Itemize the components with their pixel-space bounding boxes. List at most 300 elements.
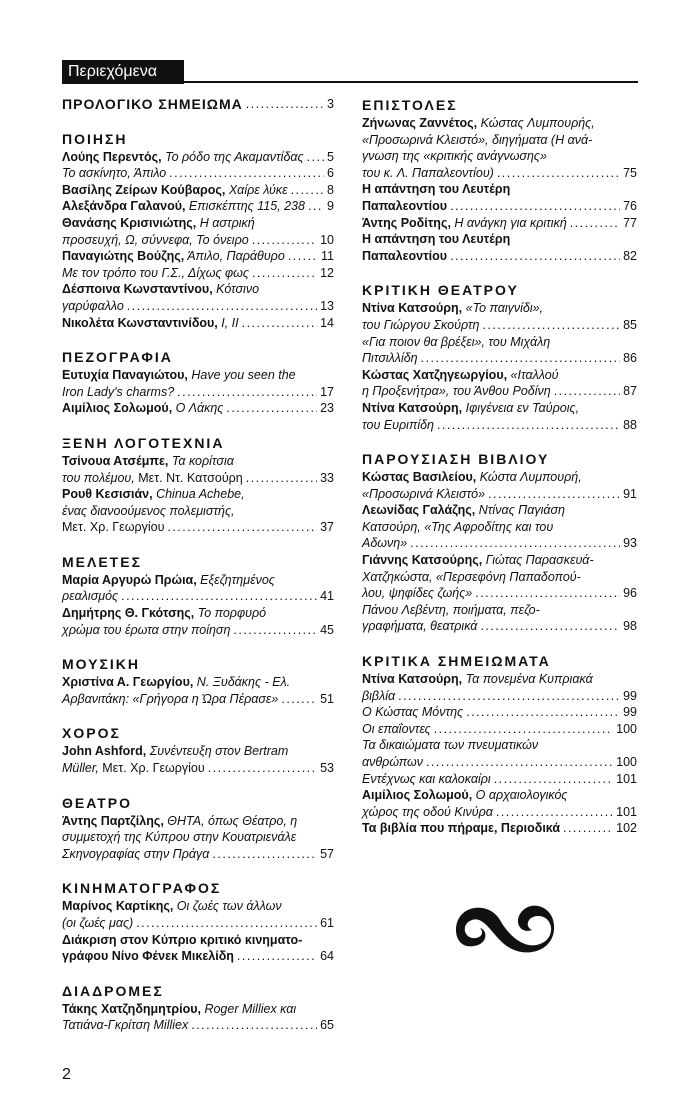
- toc-entry-line[interactable]: [62, 622, 334, 639]
- toc-entry-line[interactable]: [362, 721, 637, 738]
- toc-page-number: 5: [327, 149, 334, 164]
- author-name: Γιάννης Κατσούρης,: [362, 553, 483, 568]
- toc-entry-line[interactable]: [362, 502, 637, 519]
- toc-entry-line[interactable]: [62, 829, 334, 846]
- toc-page-number: 64: [320, 949, 334, 964]
- toc-entry-line[interactable]: [62, 384, 334, 401]
- author-name: Νικολέτα Κωνσταντινίδου,: [62, 315, 218, 330]
- work-title: λου, ψηφίδες ζωής»: [362, 586, 473, 601]
- toc-entry-text: [362, 618, 477, 635]
- toc-entry-text: [362, 400, 579, 417]
- contents-header: [62, 60, 638, 84]
- toc-entry-line[interactable]: [62, 674, 334, 691]
- toc-section: [62, 348, 334, 417]
- section-title: ΠΟΙΗΣΗ: [62, 130, 128, 147]
- author-name: Κώστας Βασιλείου,: [362, 470, 477, 485]
- toc-entry-line[interactable]: [362, 469, 637, 486]
- toc-section: [62, 553, 334, 638]
- work-title: Τατιάνα-Γκρίτση Milliex: [62, 1018, 189, 1033]
- toc-entry-line[interactable]: [362, 231, 637, 248]
- toc-entry-text: [362, 519, 553, 536]
- author-name: Μαρίνος Καρτίκης,: [62, 899, 174, 914]
- dot-leader: [450, 248, 620, 265]
- toc-entry-text: [362, 115, 595, 132]
- toc-page-number: 88: [623, 417, 637, 432]
- toc-section: [362, 450, 637, 635]
- dot-leader: [398, 688, 620, 705]
- toc-entry-line[interactable]: [362, 771, 637, 788]
- work-title: Τα πονεμένα Κυπριακά: [462, 672, 593, 687]
- toc-entry-line[interactable]: [62, 846, 334, 863]
- toc-entry-line[interactable]: [62, 298, 334, 315]
- work-title: γαρύφαλλο: [62, 298, 124, 313]
- toc-section: [62, 724, 334, 776]
- toc-entry-line[interactable]: [362, 132, 637, 149]
- section-title: ΚΙΝΗΜΑΤΟΓΡΑΦΟΣ: [62, 880, 222, 897]
- toc-entry-text: [362, 132, 592, 149]
- dot-leader: [434, 721, 613, 738]
- work-title: Αρβανιτάκη: «Γρήγορα η Ώρα Πέρασε»: [62, 691, 279, 706]
- toc-entry-line[interactable]: [362, 417, 637, 434]
- toc-entry-line[interactable]: [362, 383, 637, 400]
- toc-page-number: 33: [320, 470, 334, 485]
- toc-page-number: 45: [320, 622, 334, 637]
- dot-leader: [466, 704, 620, 721]
- prologue-section: [62, 96, 334, 113]
- toc-page-number: 61: [320, 916, 334, 930]
- toc-entry-line[interactable]: [62, 1017, 334, 1034]
- toc-page-number: 12: [320, 265, 334, 280]
- work-title: Χαίρε λύκε: [225, 182, 288, 197]
- dot-leader: [291, 182, 324, 199]
- translator-note: Μετ. Χρ. Γεωργίου: [98, 761, 205, 776]
- toc-entry-line[interactable]: [362, 198, 637, 215]
- author-name: Λεωνίδας Γαλάζης,: [362, 503, 476, 518]
- toc-page-number: 3: [327, 97, 334, 111]
- dot-leader: [226, 400, 317, 417]
- toc-entry-line[interactable]: [62, 470, 334, 487]
- toc-section: [362, 281, 637, 433]
- toc-entry-text: [362, 585, 472, 602]
- toc-entry-text: [62, 829, 296, 846]
- work-title: ανθρώπων: [362, 755, 423, 769]
- author-name: Ντίνα Κατσούρη,: [362, 400, 463, 415]
- toc-entry-line[interactable]: [62, 215, 334, 232]
- author-name: Θανάσης Κρισινιώτης,: [62, 215, 197, 230]
- author-name: Παναγιώτης Βούζης,: [62, 249, 185, 264]
- work-title: Τα δικαιώματα των πνευματικών: [362, 738, 539, 753]
- work-title: Müller,: [62, 761, 99, 776]
- dot-leader: [421, 350, 620, 367]
- dot-leader: [554, 383, 620, 400]
- toc-page-number: 100: [616, 755, 637, 769]
- dot-leader: [121, 588, 317, 605]
- toc-entry-line[interactable]: [62, 248, 334, 265]
- toc-section: [62, 982, 334, 1034]
- section-title: ΠΕΖΟΓΡΑΦΙΑ: [62, 349, 173, 366]
- work-title: Ν. Ξυδάκης - Ελ.: [193, 675, 291, 690]
- toc-page-number: 23: [320, 401, 334, 416]
- dot-leader: [127, 298, 317, 315]
- author-name: Κώστας Χατζηγεωργίου,: [362, 367, 508, 382]
- toc-entry-text: [62, 248, 285, 265]
- toc-entry-line[interactable]: [362, 804, 637, 821]
- work-title: η Προξενήτρα», του Άνθου Ροδίνη: [362, 384, 551, 399]
- dot-leader: [475, 585, 620, 602]
- section-title: ΚΡΙΤΙΚΗ ΘΕΑΤΡΟΥ: [362, 282, 519, 299]
- work-title: Επισκέπτης 115, 238: [185, 199, 305, 214]
- dot-leader: [494, 771, 613, 788]
- toc-page-number: 17: [320, 384, 334, 399]
- toc-section: [62, 434, 334, 536]
- toc-entry-line[interactable]: [62, 898, 334, 915]
- dot-leader: [208, 760, 317, 777]
- toc-entry-line[interactable]: [362, 165, 637, 182]
- dot-leader: [563, 820, 613, 837]
- toc-entry-line[interactable]: [62, 486, 334, 503]
- toc-section: [362, 652, 637, 837]
- toc-page-number: 8: [327, 182, 334, 197]
- toc-entry-line[interactable]: [62, 948, 334, 965]
- toc-entry-line[interactable]: [62, 198, 334, 215]
- toc-entry-title: ΠΡΟΛΟΓΙΚΟ ΣΗΜΕΙΩΜΑ: [62, 96, 243, 112]
- toc-entry-line[interactable]: [362, 300, 637, 317]
- toc-entry-line[interactable]: [362, 367, 637, 384]
- toc-entry-text: [362, 704, 463, 721]
- toc-page-number: 101: [616, 771, 637, 786]
- toc-entry-line[interactable]: [362, 585, 637, 602]
- author-name: Άντης Ροδίτης,: [362, 215, 451, 230]
- work-title: Σκηνογραφίας στην Πράγα: [62, 846, 210, 861]
- dot-leader: [480, 618, 620, 635]
- work-title: Άπιλο, Παράθυρο: [184, 249, 285, 264]
- work-title: Γιώτας Παρασκευά-: [482, 553, 594, 568]
- toc-entry-line[interactable]: [62, 182, 334, 199]
- header-rule: [62, 81, 638, 83]
- toc-entry-line[interactable]: [62, 453, 334, 470]
- toc-entry-text: [62, 165, 166, 182]
- toc-entry-line[interactable]: [62, 165, 334, 182]
- toc-entry-line[interactable]: [62, 760, 334, 777]
- dot-leader: [308, 198, 324, 215]
- toc-entry-line[interactable]: [62, 315, 334, 332]
- toc-entry-line[interactable]: [62, 932, 334, 949]
- dot-leader: [191, 1017, 317, 1034]
- work-title: ΘΗΤΑ, όπως Θέατρο, η: [163, 813, 298, 828]
- work-title: Χατζηκώστα, «Περσεφόνη Παπαδοπού-: [362, 569, 581, 584]
- toc-entry-line[interactable]: [62, 743, 334, 760]
- toc-entry-line[interactable]: [362, 688, 637, 705]
- toc-entry-line[interactable]: [62, 915, 334, 932]
- dot-leader: [482, 317, 620, 334]
- toc-entry-text: [362, 417, 434, 434]
- toc-entry-text: [62, 915, 133, 932]
- toc-entry-text: [62, 149, 304, 166]
- toc-entry-line[interactable]: [362, 820, 637, 837]
- translator-note: Μετ. Ντ. Κατσούρη: [134, 470, 243, 485]
- toc-entry-line[interactable]: [62, 281, 334, 298]
- toc-entry-text: [362, 820, 560, 837]
- toc-entry-text: [362, 300, 543, 317]
- toc-entry-text: [62, 1017, 188, 1034]
- toc-page-number: 102: [616, 821, 637, 836]
- toc-entry-line[interactable]: [362, 115, 637, 132]
- ornament-icon: [448, 890, 558, 960]
- author-name: Η απάντηση του Λευτέρη: [362, 182, 511, 197]
- work-title: χώρος της οδού Κινύρα: [362, 804, 493, 819]
- toc-entry-line[interactable]: [62, 572, 334, 589]
- dot-leader: [212, 846, 317, 863]
- section-title: ΘΕΑΤΡΟ: [62, 794, 132, 811]
- work-title: Συνέντευξη στον Bertram: [146, 744, 289, 759]
- work-title: I, II: [217, 315, 239, 330]
- work-title: χρώμα του έρωτα στην ποίηση: [62, 622, 231, 637]
- toc-entry-line[interactable]: [362, 618, 637, 635]
- section-title: ΠΑΡΟΥΣΙΑΣΗ ΒΙΒΛΙΟΥ: [362, 451, 550, 468]
- work-title: Η ανάγκη για κριτική: [450, 215, 567, 230]
- toc-entry-text: [362, 754, 423, 771]
- dot-leader: [169, 165, 324, 182]
- toc-entry-text: [62, 400, 223, 417]
- toc-entry-text: [62, 691, 278, 708]
- toc-entry-line[interactable]: [62, 149, 334, 166]
- work-title: «Προσωρινά Κλειστό»: [362, 486, 486, 501]
- section-title: ΕΠΙΣΤΟΛΕΣ: [362, 97, 458, 113]
- toc-entry-line[interactable]: [362, 704, 637, 721]
- toc-entry-text: [362, 688, 395, 705]
- toc-entry-text: [62, 605, 266, 622]
- toc-entry-text: [62, 470, 243, 487]
- work-title: Πάνου Λεβέντη, ποιήματα, πεζο-: [362, 602, 540, 617]
- toc-entry-text: [362, 367, 559, 384]
- toc-entry-line[interactable]: [362, 181, 637, 198]
- toc-page-number: 37: [320, 520, 334, 535]
- toc-entry-text: [362, 198, 447, 215]
- toc-entry-line[interactable]: [362, 569, 637, 586]
- dot-leader: [496, 804, 613, 821]
- work-title: Τα κορίτσια: [168, 453, 234, 468]
- section-title: ΔΙΑΔΡΟΜΕΣ: [62, 982, 164, 999]
- author-name: Δημήτρης Θ. Γκότσης,: [62, 606, 195, 621]
- dot-leader: [410, 535, 620, 552]
- toc-entry-line[interactable]: [362, 317, 637, 334]
- toc-entry-text: [62, 948, 234, 965]
- toc-entry-text: [362, 165, 494, 182]
- work-title: Με τον τρόπο του Γ.Σ., Δίχως φως: [62, 265, 249, 280]
- toc-entry-text: [62, 674, 290, 691]
- toc-entry-text: [62, 384, 174, 401]
- author-name: Λούης Περεντός,: [62, 149, 162, 164]
- dot-leader: [233, 622, 317, 639]
- toc-entry-text: [362, 671, 593, 688]
- toc-entry-text: [62, 232, 249, 249]
- toc-page-number: 13: [320, 298, 334, 313]
- toc-page-number: 99: [623, 688, 637, 703]
- author-name: Μαρία Αργυρώ Πρώια,: [62, 572, 197, 587]
- dot-leader: [136, 915, 317, 932]
- toc-entry-line[interactable]: [62, 813, 334, 830]
- dot-leader: [488, 486, 620, 503]
- toc-entry-text: [62, 519, 164, 536]
- toc-entry-line[interactable]: [362, 671, 637, 688]
- toc-entry-text: [362, 248, 447, 265]
- author-name: Παπαλεοντίου: [362, 248, 448, 263]
- toc-entry-text: [62, 760, 205, 777]
- toc-entry-line[interactable]: [62, 1001, 334, 1018]
- toc-page-number: 99: [623, 705, 637, 720]
- toc-page-number: 101: [616, 804, 637, 819]
- toc-entry-line[interactable]: [362, 400, 637, 417]
- work-title: Το ασκίνητο, Άπιλο: [62, 166, 167, 181]
- dot-leader: [246, 96, 324, 113]
- work-title: Οι επαΐοντες: [362, 721, 431, 736]
- toc-entry-line[interactable]: [362, 486, 637, 503]
- toc-entry-line[interactable]: [362, 754, 637, 771]
- work-title: ρεαλισμός: [62, 589, 119, 604]
- dot-leader: [426, 754, 613, 771]
- toc-entry-line[interactable]: [362, 602, 637, 619]
- toc-entry-line[interactable]: [62, 519, 334, 536]
- toc-entry-text: [362, 787, 567, 804]
- work-title: βιβλία: [362, 688, 396, 703]
- page-number: 2: [62, 1066, 71, 1083]
- toc-entry-text: [362, 602, 540, 619]
- toc-entry[interactable]: [62, 96, 334, 113]
- toc-entry-text: [62, 572, 275, 589]
- author-name: Αλεξάνδρα Γαλανού,: [62, 199, 186, 214]
- toc-page-number: 10: [320, 232, 334, 247]
- toc-page-number: 41: [320, 589, 334, 604]
- author-name: Βασίλης Ζείρων Κούβαρος,: [62, 182, 226, 197]
- author-name: Η απάντηση του Λευτέρη: [362, 232, 511, 247]
- dot-leader: [167, 519, 317, 536]
- toc-entry-line[interactable]: [362, 148, 637, 165]
- author-name: Αιμίλιος Σολωμού,: [62, 401, 173, 416]
- toc-page-number: 65: [320, 1018, 334, 1033]
- work-title: «Προσωρινά Κλειστό», διηγήματα (Η ανά-: [362, 132, 593, 147]
- toc-entry-line[interactable]: [362, 737, 637, 754]
- toc-page-number: 77: [623, 215, 637, 230]
- toc-entry-line[interactable]: [362, 350, 637, 367]
- toc-entry-line[interactable]: [362, 519, 637, 536]
- toc-entry-text: [362, 502, 565, 519]
- author-name: Χριστίνα Α. Γεωργίου,: [62, 675, 194, 690]
- work-title: Roger Milliex και: [200, 1001, 297, 1016]
- toc-entry-text: [62, 453, 234, 470]
- toc-section: [62, 655, 334, 707]
- toc-entry-line[interactable]: [362, 552, 637, 569]
- toc-page-number: 51: [320, 691, 334, 706]
- toc-page-number: 57: [320, 846, 334, 861]
- author-name: Τσίνουα Ατσέμπε,: [62, 453, 169, 468]
- work-title: Κώστα Λυμπουρή,: [476, 470, 582, 485]
- work-title: γνωση της «κριτικής ανάγνωσης»: [362, 149, 547, 164]
- toc-entry-text: [62, 743, 288, 760]
- toc-entry-text: [62, 198, 305, 215]
- toc-entry-text: [62, 898, 282, 915]
- work-title: Πιτσιλλίδη: [362, 351, 418, 366]
- toc-entry-line[interactable]: [362, 787, 637, 804]
- toc-entry-text: [362, 334, 550, 351]
- section-title: ΜΟΥΣΙΚΗ: [62, 656, 141, 673]
- work-title: συμμετοχή της Κύπρου στην Κουατριενάλε: [62, 830, 297, 845]
- toc-entry-text: [362, 486, 485, 503]
- toc-entry-text: [62, 367, 296, 384]
- toc-page-number: 76: [623, 198, 637, 213]
- toc-entry-text: [362, 350, 418, 367]
- toc-entry-line[interactable]: [362, 334, 637, 351]
- author-name: Ντίνα Κατσούρη,: [362, 301, 463, 316]
- toc-entry-text: [362, 231, 510, 248]
- toc-entry-line[interactable]: [62, 503, 334, 520]
- work-title: Ιφιγένεια εν Ταύροις,: [462, 400, 580, 415]
- section-title: ΜΕΛΕΤΕΣ: [62, 553, 142, 570]
- toc-entry-line[interactable]: [62, 691, 334, 708]
- toc-page-number: 14: [320, 315, 334, 330]
- toc-entry-text: [62, 932, 302, 949]
- work-title: Ο Λάκης: [172, 401, 224, 416]
- toc-page-number: 82: [623, 248, 637, 263]
- toc-section: [362, 96, 637, 264]
- work-title: ένας διανοούμενος πολεμιστής,: [62, 503, 235, 518]
- toc-entry-line[interactable]: [62, 232, 334, 249]
- work-title: Το ρόδο της Ακαμαντίδας: [161, 149, 304, 164]
- toc-entry-text: [62, 265, 249, 282]
- toc-entry-line[interactable]: [62, 605, 334, 622]
- dot-leader: [288, 248, 318, 265]
- page-title: Περιεχόμενα: [62, 60, 184, 84]
- toc-entry-line[interactable]: [362, 535, 637, 552]
- toc-entry-line[interactable]: [62, 367, 334, 384]
- toc-entry-text: [62, 1001, 296, 1018]
- author-name: Παπαλεοντίου: [362, 198, 448, 213]
- work-title: Οι ζωές των άλλων: [173, 899, 282, 914]
- toc-page-number: 9: [327, 199, 334, 214]
- dot-leader: [307, 149, 324, 166]
- work-title: Chinua Achebe,: [152, 487, 245, 502]
- work-title: Εντέχνως και καλοκαίρι: [362, 771, 491, 786]
- toc-entry-text: [362, 569, 581, 586]
- toc-entry-line[interactable]: [62, 265, 334, 282]
- toc-page-number: 6: [327, 166, 334, 181]
- author-name: Ευτυχία Παναγιώτου,: [62, 368, 188, 383]
- work-title: «Το παιγνίδι»,: [462, 301, 544, 316]
- work-title: Το πορφυρό: [194, 606, 267, 621]
- work-title: Have you seen the: [187, 368, 296, 383]
- toc-entry-text: [62, 281, 259, 298]
- toc-entry-line[interactable]: [62, 400, 334, 417]
- dot-leader: [246, 470, 317, 487]
- toc-page-number: 53: [320, 761, 334, 776]
- author-name: Διάκριση στον Κύπριο κριτικό κινηματο-: [62, 932, 303, 947]
- section-title: ΞΕΝΗ ΛΟΓΟΤΕΧΝΙΑ: [62, 434, 225, 451]
- toc-page-number: 93: [623, 536, 637, 551]
- left-column: [62, 96, 334, 1051]
- toc-entry-line[interactable]: [62, 588, 334, 605]
- author-name: Άντης Παρτζίλης,: [62, 813, 164, 828]
- author-name: γράφου Νίνο Φένεκ Μικελίδη: [62, 949, 234, 964]
- toc-entry-text: [362, 535, 407, 552]
- section-title: ΚΡΙΤΙΚΑ ΣΗΜΕΙΩΜΑΤΑ: [362, 653, 551, 670]
- toc-entry-text: [62, 182, 288, 199]
- toc-entry-line[interactable]: [362, 215, 637, 232]
- work-title: Ο Κώστας Μόντης: [362, 705, 464, 720]
- work-title: Κότσινο: [212, 282, 260, 297]
- work-title: Κατσούρη, «Της Αφροδίτης και του: [362, 519, 554, 534]
- section-title: ΧΟΡΟΣ: [62, 725, 121, 742]
- work-title: Ντίνας Παγιάση: [475, 503, 565, 518]
- toc-entry-line[interactable]: [362, 248, 637, 265]
